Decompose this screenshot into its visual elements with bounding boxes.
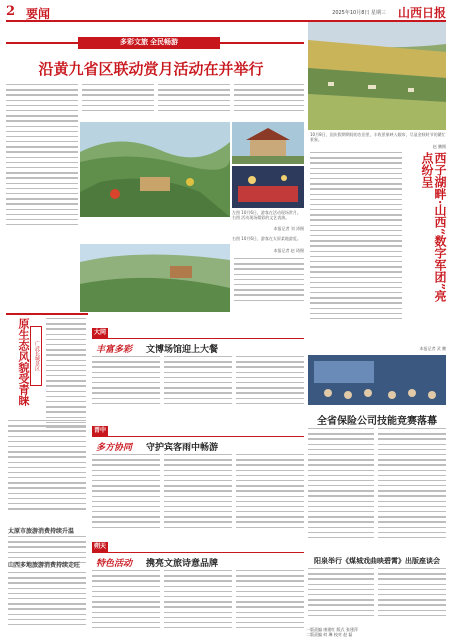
newspaper-logo: 山西日报 [397, 6, 446, 20]
lead-text-col3 [158, 84, 230, 119]
lead-text-col1 [6, 84, 78, 234]
left-sub-headline-1: 太原市旅游消费持续升温 [8, 529, 75, 535]
tag-rule-right [220, 42, 304, 44]
right-photo-caption: 10月8日，国庆假期期间的农田里，丰收景象映入眼帘，尽显金秋时节的繁忙景象。 [310, 132, 446, 142]
page-header [6, 4, 446, 22]
right-vertical-headline: 西子湖畔·山西“数字军团”亮点纷呈 [420, 152, 447, 302]
lead-photo-scenic [80, 244, 230, 312]
issue-date: 2025年10月8日 星期三 [332, 10, 386, 16]
shuozhou-text-col1 [92, 570, 160, 634]
lead-photo-stage [232, 166, 304, 208]
yangquan-text-col1 [308, 568, 374, 624]
insurance-text-col2 [378, 428, 446, 548]
jinzhong-text-col2 [164, 454, 232, 538]
datong-text-col1 [92, 356, 160, 412]
left-location-tag: 广武长城景区 [30, 326, 42, 386]
lead-headline: 沿黄九省区联动赏月活动在并举行 [38, 61, 264, 78]
datong-text-col3 [236, 356, 304, 412]
section-kicker: 丰富多彩 [96, 345, 133, 355]
page-number: 2 [6, 4, 16, 19]
section-title: 携亮文旅诗意品牌 [146, 558, 219, 568]
jinzhong-text-col3 [236, 454, 304, 538]
jinzhong-text-col1 [92, 454, 160, 538]
lead-photo1-caption: 左图 10月6日，游客在活动现场赏月。右图 活动现场精彩的文艺表演。 [232, 210, 301, 220]
insurance-headline: 全省保险公司技能竞赛落幕 [317, 416, 437, 427]
section-label: 大同 [92, 328, 108, 339]
section-label: 朔天 [92, 542, 108, 553]
section-kicker: 特色活动 [96, 559, 133, 569]
lead-photo2-credit: 本报记者 赵 琦摄 [273, 248, 304, 253]
right-photo-conference [308, 355, 446, 405]
insurance-text-col1 [308, 428, 374, 548]
right-photo-fields [308, 22, 446, 130]
right-byline: 本报记者 武 鹏 [419, 346, 446, 351]
yangquan-text-col2 [378, 568, 446, 624]
section-kicker: 多方协同 [96, 443, 133, 453]
lead-text-col2 [82, 84, 154, 119]
section-shuozhou [92, 542, 304, 553]
lead-photo-hillside [80, 122, 230, 217]
section-name: 要闻 [26, 7, 51, 21]
yangquan-headline: 阳泉举行《煤城戏曲映碧霄》出版座谈会 [314, 558, 440, 565]
right-top-text [310, 152, 402, 332]
left-sub-headline-2: 山西多地旅游消费持续走旺 [8, 563, 81, 569]
left-text-col-d [8, 572, 86, 634]
shuozhou-text-col3 [236, 570, 304, 634]
datong-text-col2 [164, 356, 232, 412]
left-text-col-b [8, 420, 86, 520]
tag-rule-left [6, 42, 78, 44]
left-vertical-headline: 原生态风貌受青睐 [17, 318, 30, 406]
lead-photo2-caption: 右图 10月6日，游客在太原某地游览。 [232, 236, 301, 241]
right-photo-credit: 赵 鹏摄 [432, 144, 446, 149]
section-title: 守护宾客雨中畅游 [146, 442, 219, 452]
shuozhou-text-col2 [164, 570, 232, 634]
lead-photo-pavilion [232, 122, 304, 164]
page-footer [306, 627, 446, 637]
section-jinzhong [92, 426, 304, 437]
section-datong [92, 328, 304, 339]
section-title: 文博场馆迎上大餐 [146, 344, 219, 354]
lead-photo1-credit: 本报记者 刘 涛摄 [273, 226, 304, 231]
lead-text-col4 [234, 84, 304, 119]
lead-text-col5 [234, 258, 304, 310]
footer-line-1: 一版责编 康建红 版式 张建萍 [306, 627, 358, 632]
section-label: 晋中 [92, 426, 108, 437]
column-tag: 多彩文旅 全民畅游 [78, 37, 220, 49]
footer-line-2: 二版责编 何 琳 校对 赵 磊 [306, 632, 353, 637]
